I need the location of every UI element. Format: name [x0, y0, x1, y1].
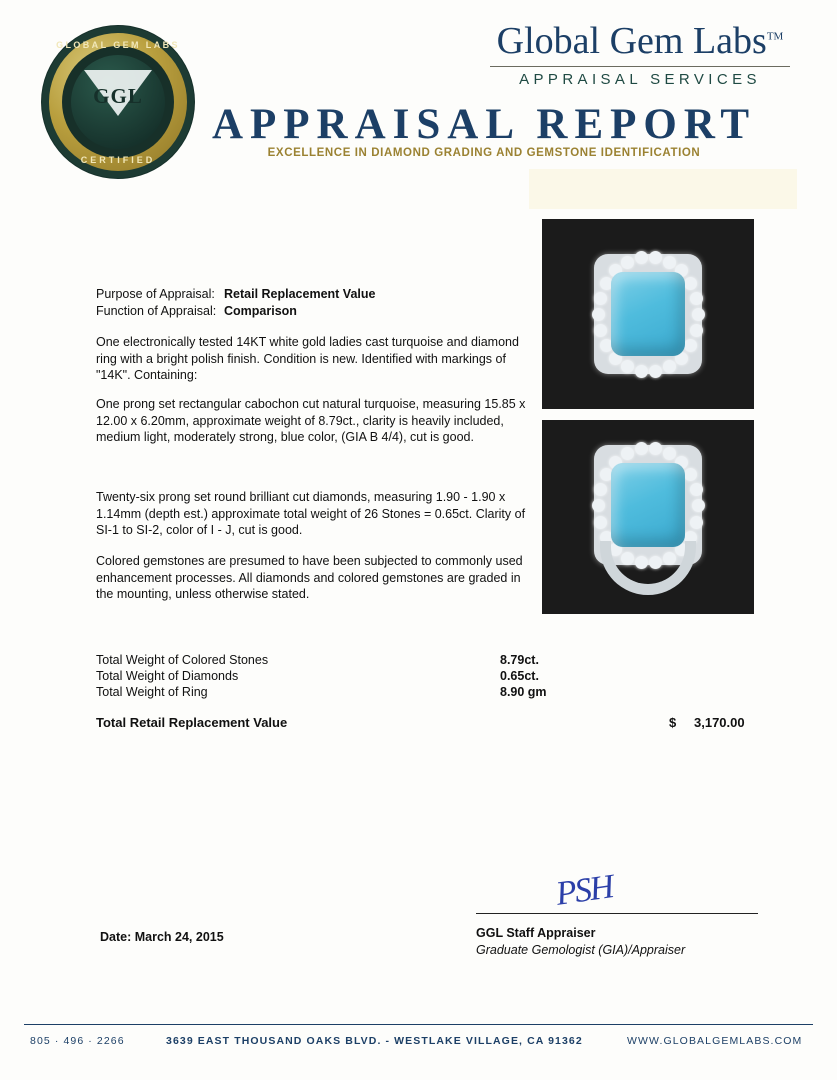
currency-symbol: $	[669, 715, 677, 730]
ring-photo-top	[542, 219, 754, 409]
totals-labels	[96, 652, 268, 700]
description-paragraph-4: Colored gemstones are presumed to have been subjected to commonly used enhancement processes. All diamonds and colored gemstones are graded in the mounting, unless otherwise stated.	[96, 554, 523, 601]
logo-monogram: GGL	[93, 84, 143, 108]
total-retail-replacement-value-amount: 3,170.00	[694, 715, 745, 730]
ring-front-view	[594, 254, 702, 374]
appraisal-date: Date: March 24, 2015	[100, 930, 224, 944]
purpose-label: Purpose of Appraisal:	[96, 287, 215, 301]
purpose-block	[96, 286, 375, 320]
signature-line	[476, 913, 758, 914]
ring-photo-bottom	[542, 420, 754, 614]
trademark-mark: TM	[766, 30, 784, 43]
document-header	[0, 0, 837, 186]
brand-name	[470, 22, 810, 60]
total-ring-weight-label: Total Weight of Ring	[96, 685, 208, 699]
brand-name-text: Global Gem Labs	[496, 20, 767, 62]
header-accent-box	[529, 169, 797, 209]
logo-arc-top-text: GLOBAL GEM LABS	[56, 40, 180, 50]
ring-angled-view	[594, 445, 702, 565]
description-paragraph-1: One electronically tested 14KT white gold ladies cast turquoise and diamond ring with a bright polish finish. Condition is new. Identified with markings of "14K". Containing:	[96, 335, 519, 382]
purpose-row	[96, 286, 375, 303]
purpose-value: Retail Replacement Value	[224, 287, 376, 301]
description-paragraph-3: Twenty-six prong set round brilliant cut diamonds, measuring 1.90 - 1.90 x 1.14mm (depth est.) approximate total weight of 26 Stones = 0.65ct. Clarity of SI-1 to SI-2, color of I - J, cut is good.	[96, 490, 526, 537]
turquoise-stone	[611, 272, 685, 356]
appraiser-credentials: Graduate Gemologist (GIA)/Appraiser	[476, 943, 686, 957]
turquoise-stone	[611, 463, 685, 547]
page-title: APPRAISAL REPORT	[211, 101, 757, 148]
function-row	[96, 303, 375, 320]
function-value: Comparison	[224, 304, 297, 318]
total-colored-stones-value: 8.79ct.	[500, 653, 539, 667]
ring-shank	[600, 541, 696, 595]
total-ring-weight-value: 8.90 gm	[500, 685, 547, 699]
appraiser-title: GGL Staff Appraiser	[476, 926, 596, 940]
footer-address: 3639 EAST THOUSAND OAKS BLVD. - WESTLAKE VILLAGE, CA 91362	[166, 1035, 583, 1047]
description-paragraph-2: One prong set rectangular cabochon cut natural turquoise, measuring 15.85 x 12.00 x 6.20mm, approximate weight of 8.79ct., clarity is heavily included, medium light, moderately strong, blue color, (GIA B 4/4), cut is good.	[96, 397, 526, 444]
total-diamonds-value: 0.65ct.	[500, 669, 539, 683]
page-subtitle: EXCELLENCE IN DIAMOND GRADING AND GEMSTONE IDENTIFICATION	[267, 147, 701, 159]
total-retail-replacement-value-label: Total Retail Replacement Value	[96, 715, 288, 730]
signature-mark: PSH	[553, 868, 615, 913]
logo-arc-bottom-text: CERTIFIED	[80, 155, 156, 165]
footer-phone: 805 · 496 · 2266	[30, 1035, 125, 1047]
global-gem-labs-logo	[42, 26, 194, 178]
brand-block	[470, 22, 810, 88]
totals-values	[500, 652, 547, 700]
footer-website[interactable]: WWW.GLOBALGEMLABS.COM	[627, 1035, 803, 1047]
function-label: Function of Appraisal:	[96, 304, 217, 318]
footer-divider	[24, 1024, 813, 1025]
brand-divider	[490, 66, 790, 67]
brand-services: APPRAISAL SERVICES	[519, 71, 761, 88]
total-diamonds-label: Total Weight of Diamonds	[96, 669, 239, 683]
total-colored-stones-label: Total Weight of Colored Stones	[96, 653, 269, 667]
